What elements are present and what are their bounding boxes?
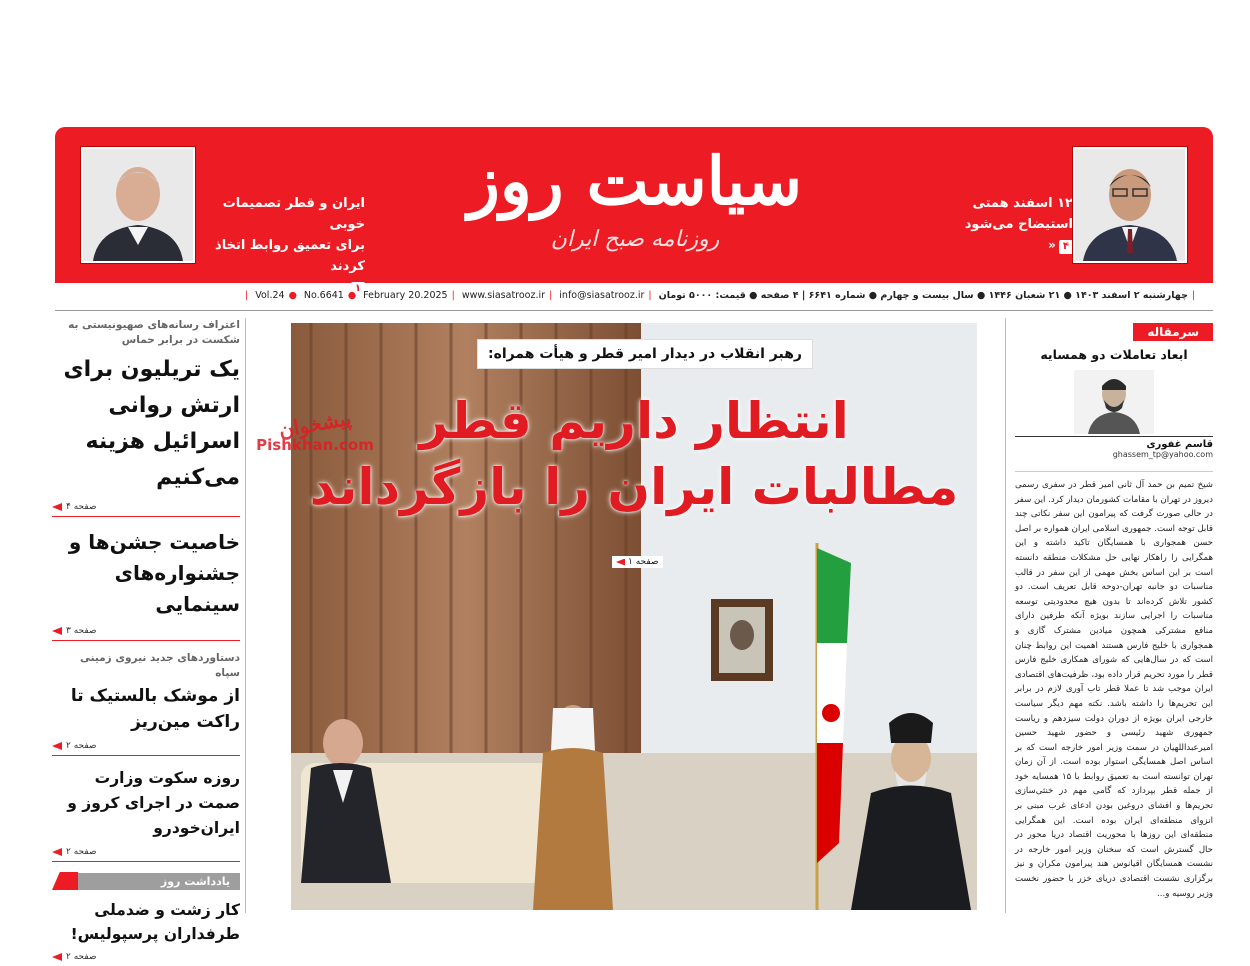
website[interactable]: www.siasatrooz.ir <box>461 290 546 301</box>
pointer-icon <box>616 559 625 566</box>
teaser-left-line1: ایران و قطر تصمیمات خوبی <box>222 196 365 232</box>
note-badge-label: یادداشت روز <box>78 873 240 890</box>
info-bar: | Vol.24 ● No.6641 ● February 20.2025 | www.siasatrooz.ir | info@siasatrooz.ir | چهارشنبه ۲ اسفند ۱۴۰۳ ● ۲۱ شعبان ۱۴۴۶ ● سال بیست و چهارم ● شماره ۶۶۴۱ | ۴ صفحه ● قیمت: ۵۰۰۰ تومان | <box>245 290 1196 301</box>
page-label: صفحه ۲ <box>66 847 97 857</box>
main-pageref[interactable] <box>612 556 663 568</box>
arrows-icon: « <box>1048 238 1056 252</box>
story1-headline[interactable]: یک تریلیون برای ارتش روانی اسرائیل هزینه می‌کنیم <box>63 357 240 490</box>
pointer-icon <box>52 503 62 511</box>
pointer-icon <box>52 742 62 750</box>
author-avatar <box>1074 370 1154 434</box>
editorial-title[interactable]: ابعاد تعاملات دو همسایه <box>1040 347 1188 362</box>
teaser-right[interactable] <box>903 193 1073 256</box>
editorial-body: شیخ تمیم بن حمد آل ثانی امیر قطر در سفری رسمی دیروز در تهران با مقامات کشورمان دیدار کرد. این سفر در حالی صورت گرفت که پیرامون این سفر نکاتی چند قابل توجه است. جمهوری اسلامی ایران همواره بر اصل حسن همجواری با همسایگان تاکید داشته و این همگرایی را راهکار نهایی حل مشکلات منطقه دانسته است بر این اساس بخش مهمی از این سفر در قالب مناسبات دو جانبه تهران-دوحه قابل تعریف است. دو کشور تلاش کرده‌اند تا بدون هیچ محدودیتی توسعه مناسبات را اجرایی سازند بویژه آنکه طرفین دارای منافع مشترکی همچون میادین مشترک گازی و همجواری با خلیج فارس هستند اهمیت این روابط چنان است که در سال‌هایی که شورای همکاری خلیج فارس قطر را مورد تحریم قرار داده بود، ظرفیت‌های اقتصادی ایران موجب شد تا عملا قطر تاب آوری لازم در برابر این تحریم‌ها را داشته باشد. نکته مهم دیگر سیاست خارجی ایران بویژه از دوران دولت سیزدهم و ریاست جمهوری شهید رئیسی و حضور شهید حسین امیرعبداللهیان در سمت وزیر امور خارجه است که بر اساس اصل همسایگی استوار بوده است. از آن زمان تهران توانسته است به تعمیق روابط با ۱۵ همسایه خود از جمله قطر بپردازد که گامی مهم در خنثی‌سازی تحریم‌ها و افشای دروغین بودن ادعای غرب مبنی بر انزوای منطقه‌ای ایران بوده است. این همگرایی منطقه‌ای این روزها با محوریت اقتصاد دریا محور در حال گسترش است که سخنان وزیر امور خارجه در نشست همسایگان اقیانوس هند پیرامون مکران و نیز برگزاری نشست اقتصادی دریای خزر با حضور نخست وزیر روسیه و... <box>1015 471 1213 901</box>
author-email[interactable]: ghassem_tp@yahoo.com <box>1112 450 1213 459</box>
teaser-right-line2: استیضاح می‌شود <box>964 217 1073 232</box>
portrait-right <box>1073 147 1187 263</box>
story4-pageref[interactable] <box>52 847 240 857</box>
portrait-left <box>81 147 195 263</box>
volume: Vol.24 <box>255 290 285 301</box>
email[interactable]: info@siasatrooz.ir <box>559 290 645 301</box>
divider <box>52 640 240 641</box>
date-en: February 20.2025 <box>363 290 448 301</box>
story4-headline[interactable]: روزه سکوت وزارت صمت در اجرای کروز و ایران‌خودرو <box>67 769 240 837</box>
teaser-left-line2: برای تعمیق روابط اتخاذ کردند <box>215 238 365 274</box>
page-label: صفحه ۴ <box>66 502 97 512</box>
masthead <box>55 127 1213 294</box>
issue-number: No.6641 <box>303 290 344 301</box>
watermark <box>255 405 375 454</box>
logo-subtitle: روزنامه صبح ایران <box>550 227 720 252</box>
pointer-icon <box>52 848 62 856</box>
author-box <box>1015 370 1213 459</box>
column-divider <box>245 318 246 913</box>
story2-headline[interactable]: خاصیت جشن‌ها و جشنواره‌های سینمایی <box>68 530 240 616</box>
story3-pageref[interactable] <box>52 741 240 751</box>
column-divider <box>1005 318 1006 913</box>
pointer-icon <box>52 627 62 635</box>
date-fa: چهارشنبه ۲ اسفند ۱۴۰۳ ● ۲۱ شعبان ۱۴۴۶ ● سال بیست و چهارم ● شماره ۶۶۴۱ | ۴ صفحه ● قیمت: ۵۰۰۰ تومان <box>658 290 1188 301</box>
note-badge <box>52 872 240 890</box>
watermark-en: Pishkhan.com <box>256 436 374 454</box>
badge-tab-icon <box>52 872 78 890</box>
story5-pageref[interactable] <box>52 952 240 962</box>
main-headline-line1: انتظار داریم قطر <box>419 392 849 450</box>
editorial-badge: سرمقاله <box>1133 323 1213 341</box>
page-label: صفحه ۱ <box>628 557 659 567</box>
main-headline[interactable] <box>300 388 968 520</box>
left-column <box>52 318 240 966</box>
logo-title: سیاست روز <box>467 142 803 220</box>
divider-rule <box>55 310 1213 311</box>
page-label: صفحه ۲ <box>66 741 97 751</box>
editorial-column <box>1015 323 1213 901</box>
teaser-left-page: ۱ <box>351 282 365 296</box>
author-name: قاسم غفوری <box>1015 436 1213 450</box>
divider <box>52 516 240 517</box>
page-label: صفحه ۳ <box>66 626 97 636</box>
story1-kicker: اعتراف رسانه‌های صهیونیستی به شکست در برابر حماس <box>68 319 240 346</box>
story3-headline[interactable]: از موشک بالستیک تا راکت مین‌ریز <box>70 686 240 732</box>
arrows-icon: « <box>340 280 348 294</box>
divider <box>52 861 240 862</box>
main-headline-line2: مطالبات ایران را بازگرداند <box>309 458 959 516</box>
pointer-icon <box>52 953 62 961</box>
teaser-right-line1: ۱۲ اسفند همتی <box>972 196 1073 211</box>
page-label: صفحه ۲ <box>66 952 97 962</box>
story3-kicker: دستاوردهای جدید نیروی زمینی سپاه <box>79 652 240 679</box>
story2-pageref[interactable] <box>52 626 240 636</box>
watermark-fa: پیشخوان <box>277 405 353 443</box>
teaser-left[interactable] <box>195 193 365 298</box>
story5-headline[interactable]: کار زشت و ضدملی طرفداران پرسپولیس! <box>70 901 240 943</box>
story1-pageref[interactable] <box>52 502 240 512</box>
teaser-right-page: ۴ <box>1059 240 1073 254</box>
masthead-logo <box>435 135 835 253</box>
main-kicker: رهبر انقلاب در دیدار امیر قطر و هیأت همراه: <box>478 340 812 368</box>
divider <box>52 755 240 756</box>
